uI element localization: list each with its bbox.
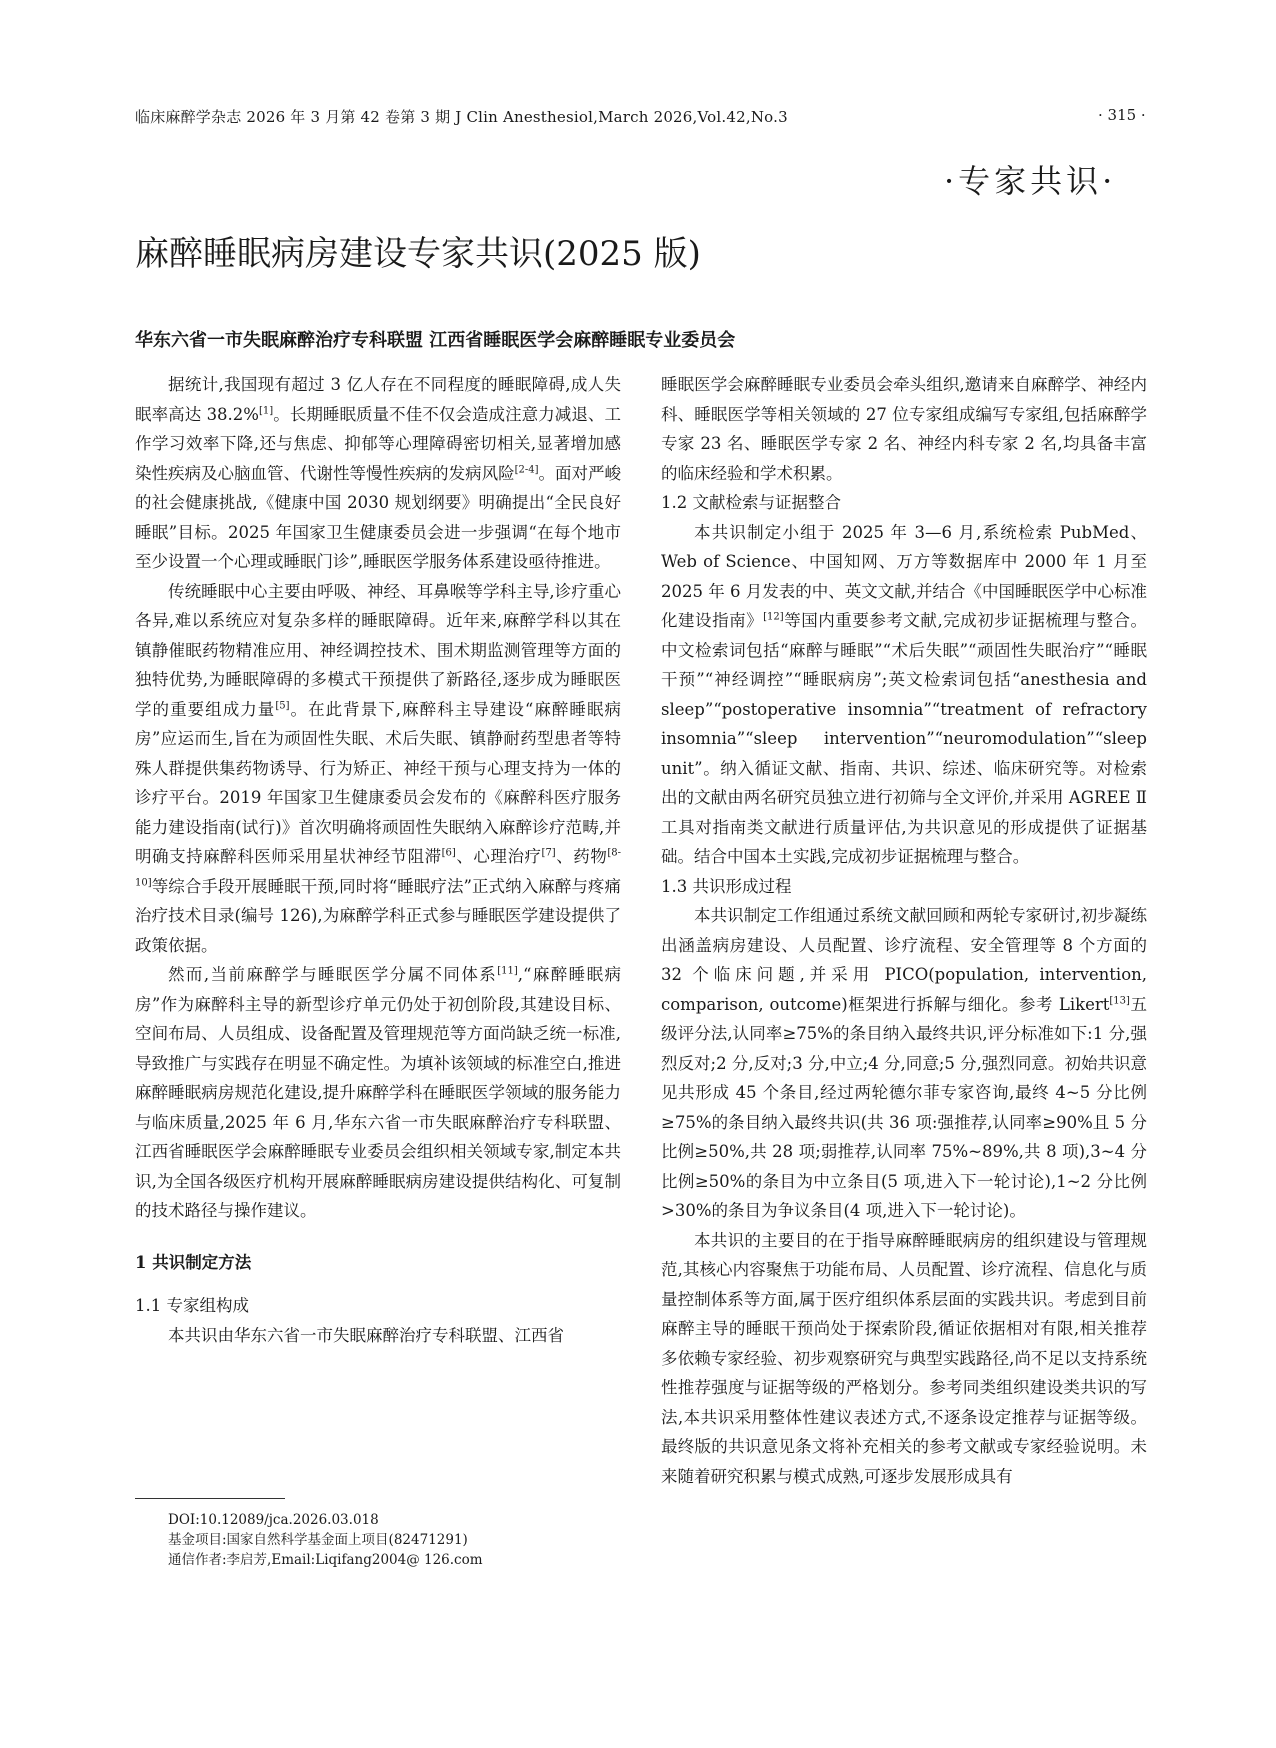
citation: [6]	[441, 847, 456, 859]
paragraph-1-3: 本共识制定工作组通过系统文献回顾和两轮专家研讨,初步凝练出涵盖病房建设、人员配置、诊疗流程、安全管理等 8 个方面的 32 个临床问题,并采用 PICO(population, intervention, comparison, outcome)框架进行拆解与细化。参考 Likert[13]五级评分法,认同率≥75%的条目纳入最终共识,评分标准如下:1 分,强烈反对;2 分,反对;3 分,中立;4 分,同意;5 分,强烈同意。初始共识意见共形成 45 个条目,经过两轮德尔菲专家咨询,最终 4~5 分比例≥75%的条目纳入最终共识(共 36 项:强推荐,认同率≥90%且 5 分比例≥50%,共 28 项;弱推荐,认同率 75%~89%,共 8 项),3~4 分比例≥50%的条目为中立条目(5 项,进入下一轮讨论),1~2 分比例>30%的条目为争议条目(4 项,进入下一轮讨论)。	[661, 906, 1147, 1220]
article-title: 麻醉睡眠病房建设专家共识(2025 版)	[135, 234, 701, 274]
citation: [13]	[1109, 995, 1130, 1006]
intro-paragraph-3: 然而,当前麻醉学与睡眠医学分属不同体系[11],“麻醉睡眠病房”作为麻醉科主导的新型诊疗单元仍处于初创阶段,其建设目标、空间布局、人员组成、设备配置及管理规范等方面尚缺乏统一标准,导致推广与实践存在明显不确定性。为填补该领域的标准空白,推进麻醉睡眠病房规范化建设,提升麻醉学科在睡眠医学领域的服务能力与临床质量,2025 年 6 月,华东六省一市失眠麻醉治疗专科联盟、江西省睡眠医学会麻醉睡眠专业委员会组织相关领域专家,制定本共识,为全国各级医疗机构开展麻醉睡眠病房建设提供结构化、可复制的技术路径与操作建议。	[135, 965, 621, 1220]
footnote-divider	[135, 1498, 285, 1499]
doi-footnote: DOI:10.12089/jca.2026.03.018	[168, 1512, 379, 1528]
citation: [1]	[258, 405, 274, 416]
citation: [8-10]	[135, 847, 622, 888]
citation: [2-4]	[514, 464, 539, 475]
citation: [7]	[541, 847, 556, 859]
intro-paragraph-1: 据统计,我国现有超过 3 亿人存在不同程度的睡眠障碍,成人失眠率高达 38.2%[1]。长期睡眠质量不佳不仅会造成注意力减退、工作学习效率下降,还与焦虑、抑郁等心理障碍密切相关,显著增加感染性疾病及心脑血管、代谢性等慢性疾病的发病风险[2-4]。面对严峻的社会健康挑战,《健康中国 2030 规划纲要》明确提出“全民良好睡眠”目标。2025 年国家卫生健康委员会进一步强调“在每个地市至少设置一个心理或睡眠门诊”,睡眠医学服务体系建设亟待推进。	[135, 375, 622, 571]
paragraph-1-1-continued: 睡眠医学会麻醉睡眠专业委员会牵头组织,邀请来自麻醉学、神经内科、睡眠医学等相关领域的 27 位专家组成编写专家组,包括麻醉学专家 23 名、睡眠医学专家 2 名、神经内科专家 2 名,均具备丰富的临床经验和学术积累。	[661, 375, 1147, 483]
citation: [5]	[275, 700, 290, 711]
paragraph-1-1: 本共识由华东六省一市失眠麻醉治疗专科联盟、江西省	[168, 1325, 564, 1345]
corresponding-author-footnote: 通信作者:李启芳,Email:Liqifang2004@ 126.com	[168, 1552, 483, 1568]
citation: [11]	[497, 965, 518, 977]
fund-footnote: 基金项目:国家自然科学基金面上项目(82471291)	[168, 1532, 468, 1548]
citation: [12]	[763, 611, 784, 623]
paragraph-1-3-2: 本共识的主要目的在于指导麻醉睡眠病房的组织建设与管理规范,其核心内容聚焦于功能布局、人员配置、诊疗流程、信息化与质量控制体系等方面,属于医疗组织体系层面的实践共识。考虑到目前麻醉主导的睡眠干预尚处于探索阶段,循证依据相对有限,相关推荐多依赖专家经验、初步观察研究与典型实践路径,尚不足以支持系统性推荐强度与证据等级的严格划分。参考同类组织建设类共识的写法,本共识采用整体性建议表述方式,不逐条设定推荐与证据等级。最终版的共识意见条文将补充相关的参考文献或专家经验说明。未来随着研究积累与模式成熟,可逐步发展形成具有	[661, 1230, 1147, 1486]
paragraph-1-2: 本共识制定小组于 2025 年 3—6 月,系统检索 PubMed、Web of Science、中国知网、万方等数据库中 2000 年 1 月至 2025 年 6 月发表的中、英文文献,并结合《中国睡眠医学中心标准化建设指南》[12]等国内重要参考文献,完成初步证据梳理与整合。中文检索词包括“麻醉与睡眠”“术后失眠”“顽固性失眠治疗”“睡眠干预”“神经调控”“睡眠病房”;英文检索词包括“anesthesia and sleep”“postoperative insomnia”“treatment of refractory insomnia”“sleep intervention”“neuromodulation”“sleep unit”。纳入循证文献、指南、共识、综述、临床研究等。对检索出的文献由两名研究员独立进行初筛与全文评价,并采用 AGREE Ⅱ工具对指南类文献进行质量评估,为共识意见的形成提供了证据基础。结合中国本土实践,完成初步证据梳理与整合。	[661, 522, 1147, 866]
left-column	[135, 370, 621, 1350]
footnotes	[168, 1510, 483, 1570]
subsection-heading-1-2: 1.2 文献检索与证据整合	[661, 493, 841, 512]
section-tag: ·专家共识·	[944, 162, 1117, 200]
subsection-heading-1-3: 1.3 共识形成过程	[661, 876, 792, 896]
right-column	[661, 370, 1147, 1491]
section-heading-1: 1 共识制定方法	[135, 1252, 252, 1272]
intro-paragraph-2: 传统睡眠中心主要由呼吸、神经、耳鼻喉等学科主导,诊疗重心各异,难以系统应对复杂多样的睡眠障碍。近年来,麻醉学科以其在镇静催眠药物精准应用、神经调控技术、围术期监测管理等方面的独特优势,为睡眠障碍的多模式干预提供了新路径,逐步成为睡眠医学的重要组成力量[5]。在此背景下,麻醉科主导建设“麻醉睡眠病房”应运而生,旨在为顽固性失眠、术后失眠、镇静耐药型患者等特殊人群提供集药物诱导、行为矫正、神经干预与心理支持为一体的诊疗平台。2019 年国家卫生健康委员会发布的《麻醉科医疗服务能力建设指南(试行)》首次明确将顽固性失眠纳入麻醉诊疗范畴,并明确支持麻醉科医师采用星状神经节阻滞[6]、心理治疗[7]、药物[8-10]等综合手段开展睡眠干预,同时将“睡眠疗法”正式纳入麻醉与疼痛治疗技术目录(编号 126),为麻醉学科正式参与睡眠医学建设提供了政策依据。	[135, 581, 622, 955]
running-header: 临床麻醉学杂志 2026 年 3 月第 42 卷第 3 期 J Clin Anesthesiol,March 2026,Vol.42,No.3	[135, 108, 788, 126]
author-affiliations: 华东六省一市失眠麻醉治疗专科联盟 江西省睡眠医学会麻醉睡眠专业委员会	[135, 330, 736, 351]
page-number: · 315 ·	[1098, 106, 1146, 124]
subsection-heading-1-1: 1.1 专家组构成	[135, 1296, 249, 1315]
